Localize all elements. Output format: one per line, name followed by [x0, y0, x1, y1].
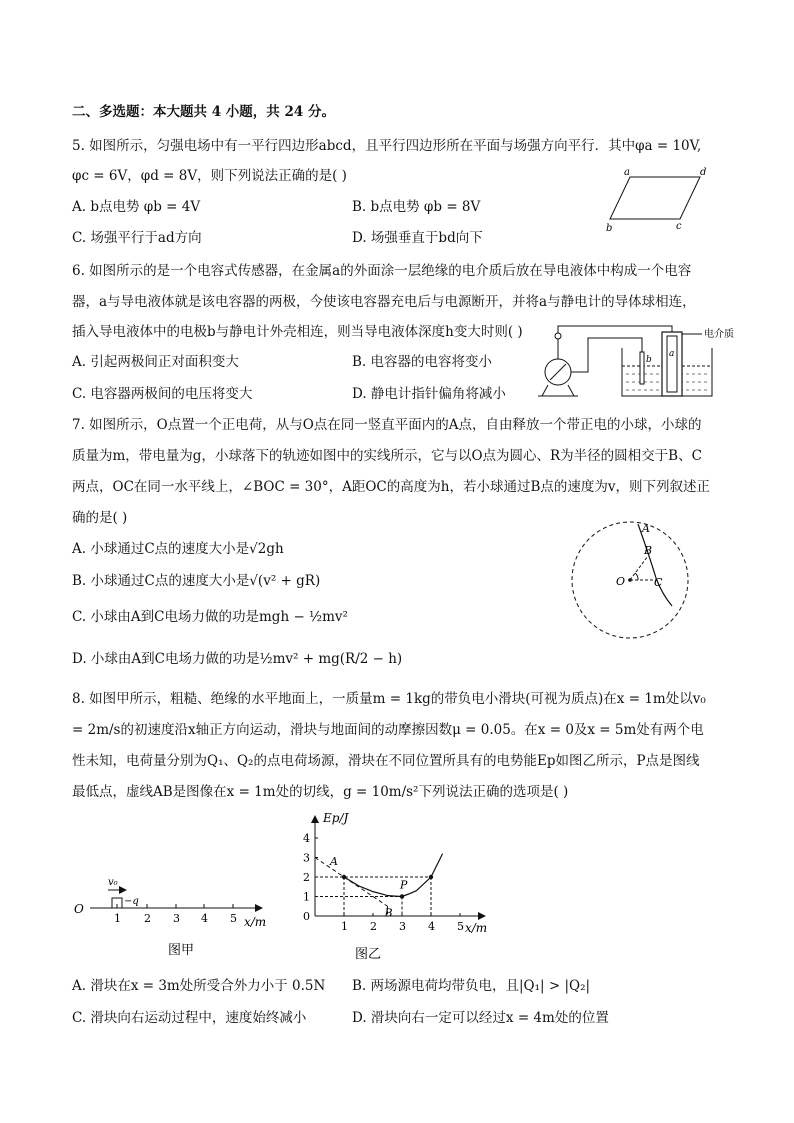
label-a: a	[624, 167, 630, 178]
x-tick-label: 1	[341, 920, 348, 933]
x-axis-label: x/m	[244, 915, 267, 929]
q6-option-c[interactable]: C. 电容器两极间的电压将变大	[72, 386, 253, 402]
wire-to-b	[571, 338, 642, 372]
y-tick-label: 1	[303, 890, 310, 904]
tick-2: 2	[144, 912, 151, 925]
q6-line2: 器，a与导电液体就是该电容器的两极，今使该电容器充电后与电源断开，并将a与静电计的导体球相连，	[72, 294, 696, 310]
label-c: c	[676, 221, 682, 232]
q7-option-a[interactable]: A. 小球通过C点的速度大小是√2gh	[72, 541, 284, 557]
q6-capacitor-sensor-figure	[538, 322, 748, 404]
point-a	[342, 875, 346, 879]
label-minus-q: −q	[124, 896, 139, 907]
caption-jia: 图甲	[168, 943, 195, 958]
label-A: A	[642, 522, 650, 535]
point-p	[400, 894, 404, 898]
point-x4	[429, 875, 433, 879]
q5-option-c[interactable]: C. 场强平行于ad方向	[72, 230, 202, 246]
q7-line1: 7. 如图所示，O点置一个正电荷，从与O点在同一竖直平面内的A点，自由释放一个带正电的小球，小球的	[72, 417, 702, 433]
angle-arc	[635, 573, 638, 580]
label-origin: O	[74, 902, 84, 916]
wire-to-a	[558, 326, 672, 336]
point-o	[628, 578, 632, 582]
x-tick-label: 3	[399, 920, 406, 933]
q7-option-b[interactable]: B. 小球通过C点的速度大小是√(v² + gR)	[72, 573, 321, 589]
parallelogram-shape	[610, 177, 700, 219]
label-A: A	[330, 855, 338, 868]
x-axis-label: x/m	[465, 921, 488, 935]
label-b: b	[646, 355, 652, 365]
q7-line4: 确的是( )	[72, 510, 128, 526]
label-v0: v₀	[108, 877, 118, 888]
q7-line3: 两点，OC在同一水平线上，∠BOC = 30°，A距OC的高度为h，若小球通过B点的速度为v，则下列叙述正	[72, 479, 710, 495]
q5-option-b[interactable]: B. b点电势 φb = 8V	[352, 199, 481, 215]
tick-5: 5	[230, 912, 237, 925]
label-O: O	[616, 575, 626, 588]
label-a: a	[669, 349, 675, 359]
q5-line1: 5. 如图所示，匀强电场中有一平行四边形abcd，且平行四边形所在平面与场强方向平行．其中φa = 10V,	[72, 138, 702, 154]
q8-figure-yi-chart	[285, 808, 515, 968]
label-b: b	[606, 223, 613, 233]
segment-ob	[630, 556, 648, 580]
q6-option-b[interactable]: B. 电容器的电容将变小	[352, 354, 493, 370]
label-C: C	[654, 576, 663, 589]
label-B: B	[384, 906, 393, 920]
q6-option-a[interactable]: A. 引起两极间正对面积变大	[72, 354, 239, 370]
section-title: 二、多选题：本大题共 4 小题，共 24 分。	[72, 104, 335, 120]
q8-line4: 最低点，虚线AB是图像在x = 1m处的切线，g = 10m/s²下列说法正确的选项是( )	[72, 784, 569, 800]
electrometer-base	[542, 385, 548, 396]
q8-line2: = 2m/s的初速度沿x轴正方向运动，滑块与地面间的动摩擦因数μ = 0.05。在x = 0及x = 5m处有两个电	[72, 722, 704, 738]
tick-4: 4	[201, 912, 208, 925]
electrometer-base-r	[568, 385, 574, 396]
x-tick-label: 2	[370, 920, 377, 933]
y-axis-label: Ep/J	[323, 811, 349, 825]
q7-option-c[interactable]: C. 小球由A到C电场力做的功是mgh − ½mv²	[72, 609, 348, 625]
q8-line1: 8. 如图甲所示，粗糙、绝缘的水平地面上，一质量m = 1kg的带负电小滑块(可视为质点)在x = 1m处以v₀	[72, 691, 706, 707]
electrode-b	[640, 352, 644, 384]
q5-line2: φc = 6V，φd = 8V，则下列说法正确的是( )	[72, 168, 347, 184]
electrometer-ball	[555, 333, 561, 339]
metal-a	[667, 336, 677, 392]
caption-yi: 图乙	[355, 947, 382, 962]
q8-figure-jia	[70, 870, 280, 965]
q8-option-d[interactable]: D. 滑块向右一定可以经过x = 4m处的位置	[352, 1010, 609, 1026]
ep-curve	[344, 854, 443, 897]
q6-line3: 插入导电液体中的电极b与静电计外壳相连，则当导电液体深度h变大时则( )	[72, 324, 523, 340]
tick-3: 3	[173, 912, 180, 925]
q5-option-d[interactable]: D. 场强垂直于bd向下	[352, 230, 483, 246]
q7-circle-trajectory-figure	[560, 518, 690, 658]
q6-option-d[interactable]: D. 静电计指针偏角将减小	[352, 386, 506, 402]
q5-option-a[interactable]: A. b点电势 φb = 4V	[72, 199, 201, 215]
label-d: d	[700, 167, 707, 178]
y-tick-label: 4	[303, 832, 310, 845]
q7-option-d[interactable]: D. 小球由A到C电场力做的功是½mv² + mg(R/2 − h)	[72, 651, 403, 667]
q7-line2: 质量为m，带电量为g，小球落下的轨迹如图中的实线所示，它与以O点为圆心、R为半径的圆相交于B、C	[72, 448, 702, 464]
q8-line3: 性未知，电荷量分别为Q₁、Q₂的点电荷场源，滑块在不同位置所具有的电势能Ep如图乙所示，P点是图线	[72, 753, 700, 769]
x-tick-label: 4	[428, 920, 435, 933]
label-dielectric: 电介质	[704, 329, 734, 340]
q6-line1: 6. 如图所示的是一个电容式传感器，在金属a的外面涂一层绝缘的电介质后放在导电液体中构成一个电容	[72, 263, 692, 279]
q8-option-a[interactable]: A. 滑块在x = 3m处所受合外力小于 0.5N	[72, 978, 326, 994]
q8-option-c[interactable]: C. 滑块向右运动过程中，速度始终减小	[72, 1010, 307, 1026]
electrometer-needle	[550, 364, 566, 380]
q8-option-b[interactable]: B. 两场源电荷均带负电，且|Q₁| > |Q₂|	[352, 978, 591, 994]
q5-parallelogram-figure	[600, 165, 720, 233]
x-tick-label: 0	[303, 910, 310, 923]
tick-1: 1	[114, 912, 121, 925]
label-B: B	[644, 544, 653, 557]
ball-trajectory	[638, 524, 672, 606]
y-tick-label: 2	[303, 871, 310, 884]
label-P: P	[400, 878, 408, 892]
x-tick-label: 5	[457, 920, 464, 933]
y-tick-label: 3	[303, 851, 310, 865]
